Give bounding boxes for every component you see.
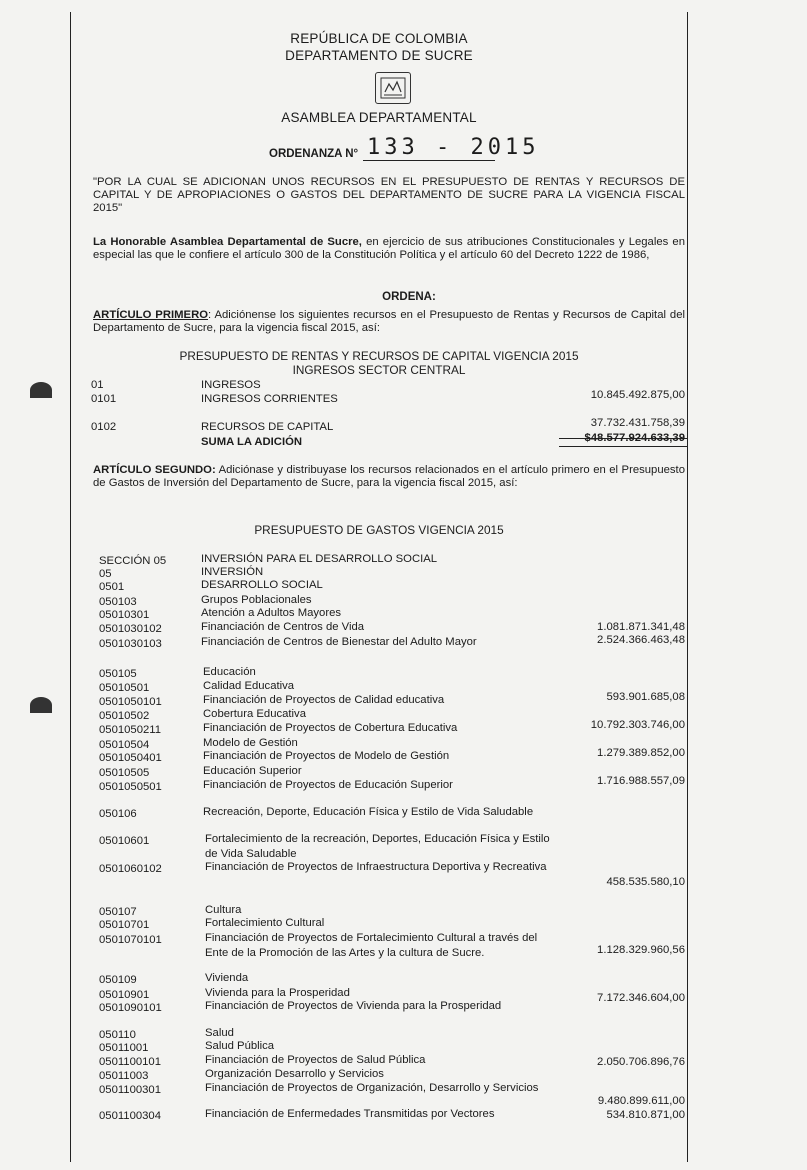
gastos-name: Financiación de Proyectos de Organización, Desarrollo y Servicios — [205, 1082, 539, 1094]
gastos-name: Financiación de Centros de Vida — [201, 621, 365, 633]
rentas-subtitle: INGRESOS SECTOR CENTRAL — [292, 363, 466, 377]
gastos-code: 05010505 — [99, 767, 150, 779]
gastos-name: Cultura — [205, 904, 242, 916]
ordinance-number: 133 - 2015 — [367, 135, 540, 160]
gastos-code: 05011003 — [99, 1070, 149, 1082]
gastos-code: 050106 — [99, 808, 137, 820]
gastos-name: Fortalecimiento Cultural — [205, 917, 325, 929]
gastos-name: INVERSIÓN — [201, 566, 264, 578]
gastos-value: 593.901.685,08 — [606, 691, 685, 703]
preamble-text: en ejercicio de sus atribuciones Constitucionales y Legales en especial las que le confiere el artículo 300 de la Constitución Política y el artículo 60 del Decreto 1222 de 1986, — [93, 236, 685, 261]
gastos-code: 050109 — [99, 974, 137, 986]
gastos-name: Financiación de Enfermedades Transmitidas por Vectores — [205, 1108, 495, 1120]
punch-hole-top — [30, 382, 52, 398]
gastos-name: Calidad Educativa — [203, 680, 295, 692]
ordinance-title: "POR LA CUAL SE ADICIONAN UNOS RECURSOS EN EL PRESUPUESTO DE RENTAS Y RECURSOS DE CAPITAL Y DE APROPIACIONES O GASTOS DEL DEPARTAMENTO DE SUCRE PARA LA VIGENCIA FISCAL 2015" — [93, 176, 685, 214]
gastos-value: 534.810.871,00 — [606, 1109, 685, 1121]
gastos-code: 050103 — [99, 596, 137, 608]
ordinance-label: ORDENANZA N° — [269, 148, 359, 160]
ordinance-underline — [363, 160, 495, 161]
gastos-code: 05010701 — [99, 919, 150, 931]
sum-label: SUMA LA ADICIÓN — [201, 436, 303, 448]
rentas-name: INGRESOS — [201, 379, 261, 391]
gastos-code: 05010502 — [99, 710, 150, 722]
preamble — [93, 236, 685, 262]
punch-hole-bottom — [30, 697, 52, 713]
article-two-text: Adiciónase y distribuyase los recursos relacionados en el artículo primero en el Presupuesto de Gastos de Inversión del Departamento de Sucre, para la vigencia fiscal 2015, así: — [93, 464, 685, 489]
seal-graphic — [379, 76, 407, 100]
article-two — [93, 464, 685, 490]
gastos-name: Educación — [203, 666, 256, 678]
gastos-name: DESARROLLO SOCIAL — [201, 579, 323, 591]
gastos-name: Recreación, Deporte, Educación Física y Estilo de Vida Saludable — [203, 806, 534, 818]
gastos-code: 0501050501 — [99, 781, 162, 793]
gastos-code: 0501090101 — [99, 1002, 162, 1014]
gastos-code: 050105 — [99, 668, 137, 680]
gastos-name: Financiación de Centros de Bienestar del Adulto Mayor — [201, 636, 477, 648]
gastos-title: PRESUPUESTO DE GASTOS VIGENCIA 2015 — [254, 523, 504, 537]
sum-bottom-rule — [559, 446, 687, 447]
assembly-heading: ASAMBLEA DEPARTAMENTAL — [281, 110, 477, 125]
gastos-value: 1.081.871.341,48 — [597, 621, 685, 633]
republic-heading: REPÚBLICA DE COLOMBIA — [290, 31, 468, 46]
gastos-name: Financiación de Proyectos de Educación Superior — [203, 779, 453, 791]
gastos-name: Atención a Adultos Mayores — [201, 607, 342, 619]
gastos-code: 05010504 — [99, 739, 150, 751]
gastos-value: 458.535.580,10 — [606, 876, 685, 888]
gastos-name: Vivienda — [205, 972, 249, 984]
gastos-value: 7.172.346.604,00 — [597, 992, 685, 1004]
gastos-code: 0501100101 — [99, 1056, 161, 1068]
gastos-name: Modelo de Gestión — [203, 737, 298, 749]
gastos-code: 0501070101 — [99, 934, 162, 946]
gastos-code: 0501050211 — [99, 724, 161, 736]
rentas-value: 10.845.492.875,00 — [590, 389, 685, 401]
gastos-value: 1.279.389.852,00 — [597, 747, 685, 759]
gastos-code: 05010901 — [99, 989, 150, 1001]
gastos-code: 0501100304 — [99, 1110, 161, 1122]
gastos-code: 0501050101 — [99, 696, 162, 708]
gastos-name-cont: de Vida Saludable — [205, 848, 297, 860]
rentas-code: 0101 — [91, 393, 117, 405]
gastos-value: 1.716.988.557,09 — [597, 775, 685, 787]
gastos-value: 9.480.899.611,00 — [597, 1095, 685, 1107]
article-two-label: ARTÍCULO SEGUNDO: — [93, 464, 216, 476]
gastos-name: Cobertura Educativa — [203, 708, 306, 720]
gastos-code: 05010501 — [99, 682, 150, 694]
gastos-code: 050110 — [99, 1029, 136, 1041]
gastos-name: Salud Pública — [205, 1040, 275, 1052]
gastos-code: 0501050401 — [99, 752, 162, 764]
gastos-code: SECCIÓN 05 — [99, 555, 167, 567]
rentas-title: PRESUPUESTO DE RENTAS Y RECURSOS DE CAPITAL VIGENCIA 2015 — [179, 349, 579, 363]
rentas-name: RECURSOS DE CAPITAL — [201, 421, 334, 433]
gastos-value: 2.524.366.463,48 — [597, 634, 685, 646]
article-one — [93, 309, 685, 335]
rentas-name: INGRESOS CORRIENTES — [201, 393, 338, 405]
rentas-code: 0102 — [91, 421, 117, 433]
gastos-code: 05010301 — [99, 609, 150, 621]
gastos-value: 10.792.303.746,00 — [590, 719, 685, 731]
gastos-name: Grupos Poblacionales — [201, 594, 312, 606]
gastos-code: 05 — [99, 568, 112, 580]
ordena-heading: ORDENA: — [382, 291, 436, 303]
gastos-code: 0501030102 — [99, 623, 162, 635]
gastos-name: Salud — [205, 1027, 234, 1039]
rentas-value: 37.732.431.758,39 — [590, 417, 685, 429]
gastos-name: Organización Desarrollo y Servicios — [205, 1068, 384, 1080]
gastos-name-cont: Ente de la Promoción de las Artes y la cultura de Sucre. — [205, 947, 485, 959]
article-one-text: : Adiciónense los siguientes recursos en el Presupuesto de Rentas y Recursos de Capital del Departamento de Sucre, para la vigencia fiscal 2015, así: — [93, 309, 685, 334]
preamble-bold: La Honorable Asamblea Departamental de Sucre, — [93, 236, 362, 248]
gastos-value: 2.050.706.896,76 — [597, 1056, 685, 1068]
rentas-code: 01 — [91, 379, 104, 391]
gastos-name: Financiación de Proyectos de Cobertura Educativa — [203, 722, 458, 734]
gastos-name: INVERSIÓN PARA EL DESARROLLO SOCIAL — [201, 553, 438, 565]
gastos-name: Financiación de Proyectos de Fortalecimiento Cultural a través del — [205, 932, 538, 944]
department-heading: DEPARTAMENTO DE SUCRE — [285, 48, 473, 63]
gastos-code: 05011001 — [99, 1042, 149, 1054]
gastos-code: 0501100301 — [99, 1084, 161, 1096]
gastos-code: 0501 — [99, 581, 125, 593]
gastos-value: 1.128.329.960,56 — [597, 944, 685, 956]
gastos-name: Financiación de Proyectos de Salud Pública — [205, 1054, 426, 1066]
gastos-name: Financiación de Proyectos de Modelo de Gestión — [203, 750, 450, 762]
gastos-code: 05010601 — [99, 835, 150, 847]
gastos-name: Fortalecimiento de la recreación, Deportes, Educación Física y Estilo — [205, 833, 550, 845]
gastos-name: Vivienda para la Prosperidad — [205, 987, 350, 999]
gastos-code: 0501060102 — [99, 863, 162, 875]
document-page — [70, 12, 688, 1162]
seal-icon — [375, 72, 411, 104]
gastos-code: 050107 — [99, 906, 137, 918]
gastos-name: Financiación de Proyectos de Infraestructura Deportiva y Recreativa — [205, 861, 547, 873]
gastos-name: Financiación de Proyectos de Calidad educativa — [203, 694, 445, 706]
gastos-code: 0501030103 — [99, 638, 162, 650]
sum-value: $48.577.924.633,39 — [584, 432, 685, 444]
article-one-label: ARTÍCULO PRIMERO — [93, 309, 209, 321]
gastos-name: Financiación de Proyectos de Vivienda para la Prosperidad — [205, 1000, 502, 1012]
gastos-name: Educación Superior — [203, 765, 302, 777]
